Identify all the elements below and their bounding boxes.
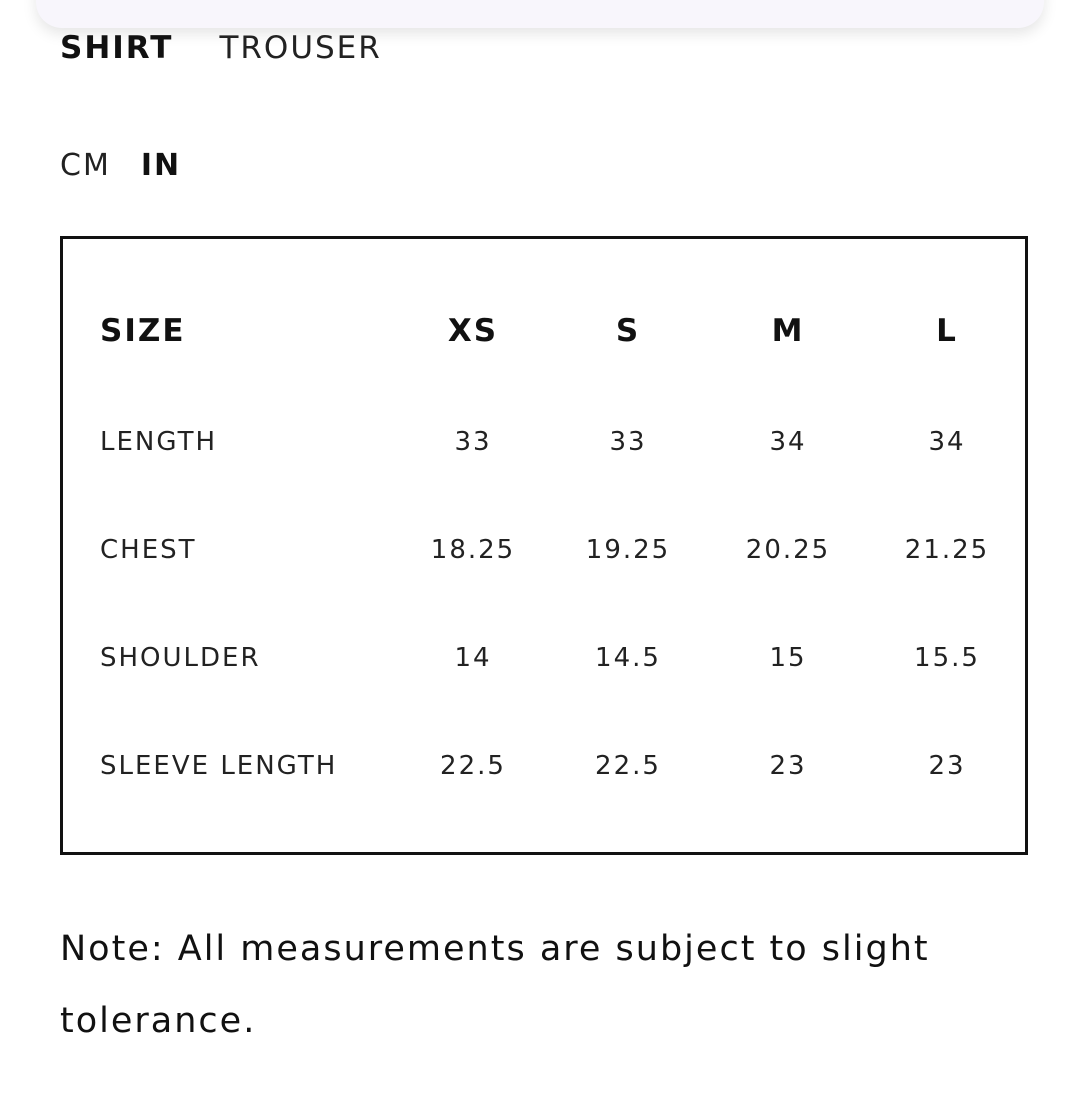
header-size: SIZE [100,313,186,349]
table-cell: 21.25 [904,535,990,565]
table-cell: 18.25 [430,535,516,565]
table-row-sleeve-length [63,746,1025,786]
table-row-length [63,422,1025,462]
tab-trouser[interactable]: TROUSER [219,30,382,66]
unit-cm[interactable]: CM [60,148,111,183]
table-cell: 23 [769,751,807,781]
table-header-row [63,311,1025,351]
size-chart-table [60,236,1028,855]
row-label: SLEEVE LENGTH [100,751,338,781]
row-label: CHEST [100,535,197,565]
table-cell: 15.5 [914,643,980,673]
unit-toggle [60,148,181,184]
table-cell: 23 [928,751,966,781]
table-cell: 22.5 [440,751,506,781]
top-card-panel [36,0,1044,28]
table-cell: 15 [769,643,807,673]
table-cell: 33 [454,427,492,457]
table-cell: 33 [609,427,647,457]
row-label: LENGTH [100,427,218,457]
table-row-chest [63,530,1025,570]
header-l: L [936,313,958,349]
table-cell: 14.5 [595,643,661,673]
measurement-note: Note: All measurements are subject to slight tolerance. [60,929,930,1041]
table-cell: 22.5 [595,751,661,781]
table-cell: 19.25 [585,535,671,565]
header-s: S [615,313,641,349]
garment-tabs [60,30,382,66]
table-cell: 14 [454,643,492,673]
header-xs: XS [447,313,499,349]
unit-in[interactable]: IN [140,148,182,183]
table-row-shoulder [63,638,1025,678]
table-cell: 34 [928,427,966,457]
table-cell: 34 [769,427,807,457]
tab-shirt[interactable]: SHIRT [60,30,174,66]
row-label: SHOULDER [100,643,261,673]
table-cell: 20.25 [745,535,831,565]
header-m: M [771,313,805,349]
